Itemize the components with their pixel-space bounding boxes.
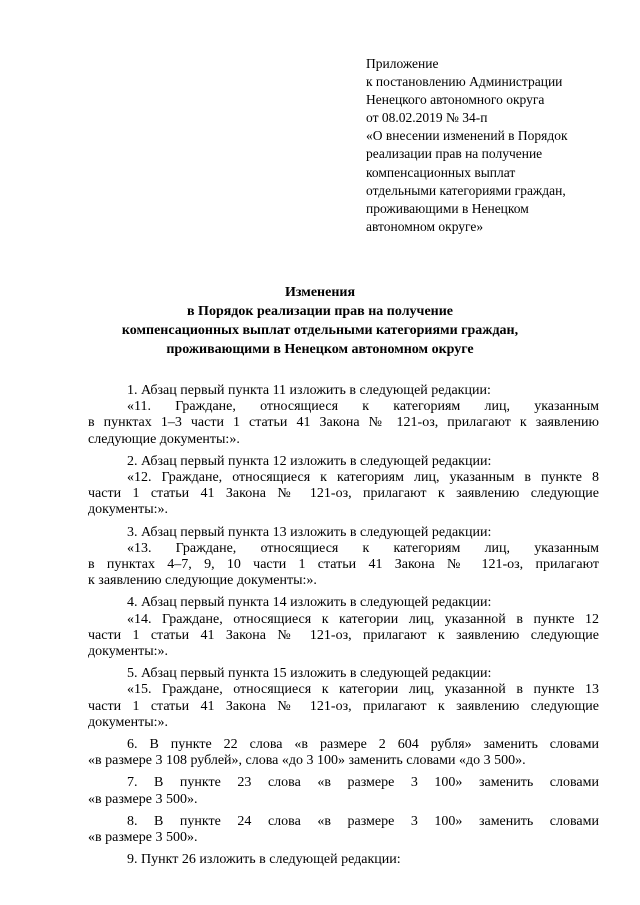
item-1-instruction: 1. Абзац первый пункта 11 изложить в следующей редакции:	[127, 383, 491, 398]
quote-line: части 1 статьи 41 Закона № 121-оз, прилагают к заявлению следующие	[88, 698, 599, 714]
appendix-line: проживающими в Ненецком	[366, 200, 529, 216]
quote-line: в пунктах 1–3 части 1 статьи 41 Закона № 121-оз, прилагают к заявлению	[88, 415, 599, 431]
quote-line: в пунктах 4–7, 9, 10 части 1 статьи 41 Закона № 121-оз, прилагают	[88, 557, 599, 573]
item-3-instruction: 3. Абзац первый пункта 13 изложить в следующей редакции:	[127, 524, 492, 540]
item-2-instruction: 2. Абзац первый пункта 12 изложить в следующей редакции:	[127, 453, 492, 469]
paragraph-line: 7. В пункте 23 слова «в размере 3 100» заменить словами	[127, 775, 599, 791]
paragraph-line: 6. В пункте 22 слова «в размере 2 604 рубля» заменить словами	[127, 737, 599, 753]
item-8-paragraph	[88, 814, 599, 846]
item-4-quote	[88, 612, 599, 661]
paragraph-line: «в размере 3 500».	[88, 830, 198, 846]
item-4-instruction: 4. Абзац первый пункта 14 изложить в следующей редакции:	[127, 595, 492, 611]
appendix-line: Ненецкого автономного округа	[366, 92, 545, 108]
paragraph-line: «в размере 3 108 рублей», слова «до 3 100» заменить словами «до 3 500».	[88, 753, 526, 769]
appendix-line: к постановлению Администрации	[366, 74, 563, 90]
quote-line: «15. Граждане, относящиеся к категории лиц, указанной в пункте 13	[127, 682, 599, 698]
appendix-line: компенсационных выплат	[366, 164, 516, 180]
heading-line: в Порядок реализации прав на получение	[187, 304, 453, 319]
quote-line: «11. Граждане, относящиеся к категориям лиц, указанным	[127, 399, 599, 415]
quote-line: следующие документы:».	[88, 431, 240, 447]
quote-line: «13. Граждане, относящиеся к категориям лиц, указанным	[127, 540, 599, 556]
item-6-paragraph	[88, 737, 599, 769]
item-5-instruction: 5. Абзац первый пункта 15 изложить в следующей редакции:	[127, 666, 492, 682]
paragraph-line: «в размере 3 500».	[88, 791, 198, 807]
appendix-line: от 08.02.2019 № 34-п	[366, 110, 488, 126]
paragraph-line: 8. В пункте 24 слова «в размере 3 100» заменить словами	[127, 813, 599, 829]
item-5-quote	[88, 682, 599, 731]
appendix-line: Приложение	[366, 56, 439, 71]
document-body	[88, 383, 599, 868]
quote-line: «14. Граждане, относящиеся к категории лиц, указанной в пункте 12	[127, 611, 599, 627]
quote-line: к заявлению следующие документы:».	[88, 573, 317, 589]
appendix-line: реализации прав на получение	[366, 146, 543, 162]
item-2-quote	[88, 470, 599, 519]
heading-title: Изменения	[284, 285, 356, 300]
quote-line: части 1 статьи 41 Закона № 121-оз, прилагают к заявлению следующие	[88, 627, 599, 643]
item-7-paragraph	[88, 775, 599, 807]
quote-line: документы:».	[88, 644, 169, 660]
appendix-line: автономном округе»	[366, 218, 484, 234]
quote-line: «12. Граждане, относящиеся к категориям лиц, указанным в пункте 8	[127, 470, 599, 486]
quote-line: документы:».	[88, 502, 169, 518]
appendix-line: отдельными категориями граждан,	[366, 182, 566, 198]
heading-line: компенсационных выплат отдельными категориями граждан,	[121, 323, 519, 338]
quote-line: документы:».	[88, 714, 169, 730]
quote-line: части 1 статьи 41 Закона № 121-оз, прилагают к заявлению следующие	[88, 486, 599, 502]
item-3-quote	[88, 541, 599, 590]
item-1-quote	[88, 399, 599, 448]
document-heading	[0, 283, 640, 359]
heading-line: проживающими в Ненецком автономном округе	[166, 342, 474, 357]
appendix-line: «О внесении изменений в Порядок	[366, 128, 568, 144]
appendix-block	[366, 55, 628, 236]
item-9-instruction: 9. Пункт 26 изложить в следующей редакции:	[127, 852, 401, 868]
